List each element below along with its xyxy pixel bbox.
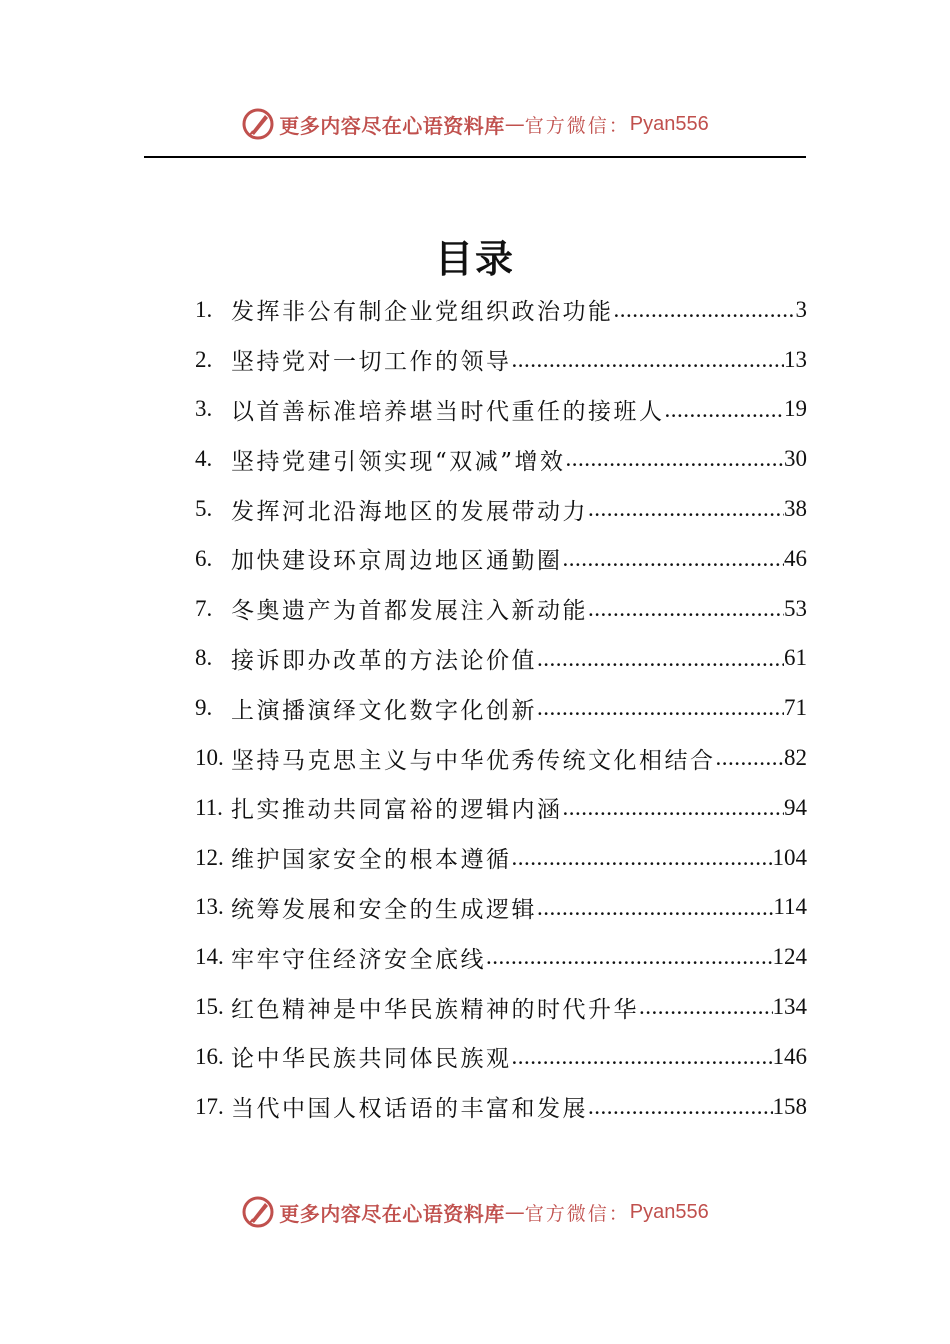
toc-entry-title: 以首善标准培养堪当时代重任的接班人 [231, 398, 665, 425]
toc-entry-number: 11. [195, 794, 223, 820]
toc-leader-dots [665, 395, 785, 425]
toc-entry[interactable] [195, 982, 807, 1032]
toc-entry-number: 9. [195, 695, 213, 721]
toc-entry-title: 红色精神是中华民族精神的时代升华 [231, 996, 639, 1023]
toc-entry-page: 94 [784, 794, 807, 820]
banner-separator: — [504, 1200, 525, 1224]
toc-leader-dots [512, 345, 785, 375]
toc-entry-title: 加快建设环京周边地区通勤圈 [231, 548, 563, 575]
toc-leader-dots [512, 1042, 773, 1072]
footer-banner [0, 1192, 950, 1232]
toc-entry-title: 论中华民族共同体民族观 [231, 1046, 512, 1073]
banner-main-text: 更多内容尽在心语资料库 [279, 1201, 505, 1226]
toc-entry-page: 30 [784, 446, 807, 472]
toc-entry-title: 当代中国人权话语的丰富和发展 [231, 1096, 588, 1123]
toc-entry-number: 16. [195, 1043, 224, 1069]
toc-entry-page: 71 [784, 695, 807, 721]
toc-leader-dots [588, 494, 784, 524]
toc-entry-number: 4. [195, 446, 213, 472]
banner-wechat-id: Pyan556 [629, 1200, 709, 1223]
toc-entry[interactable] [195, 285, 807, 335]
toc-entry[interactable] [195, 733, 807, 783]
toc-leader-dots [537, 893, 773, 923]
toc-entry[interactable] [195, 335, 807, 385]
quill-pen-logo-icon [241, 107, 275, 141]
toc-entry-number: 3. [195, 396, 213, 422]
toc-entry-page: 82 [784, 745, 807, 771]
banner-separator: — [504, 112, 525, 136]
toc-entry-number: 10. [195, 745, 224, 771]
toc-entry-page: 124 [772, 944, 807, 970]
toc-entry-title: 接诉即办改革的方法论价值 [231, 647, 537, 674]
toc-entry[interactable] [195, 534, 807, 584]
quill-pen-logo-icon [241, 1195, 275, 1229]
toc-entry[interactable] [195, 932, 807, 982]
toc-entry-page: 13 [784, 346, 807, 372]
toc-entry-page: 19 [784, 396, 807, 422]
toc-entry-title: 维护国家安全的根本遵循 [231, 847, 512, 874]
toc-entry-title: 坚持党建引领实现“双减”增效 [231, 448, 566, 475]
toc-entry-number: 2. [195, 346, 213, 372]
header-rule [144, 156, 806, 158]
toc-entry-title: 坚持马克思主义与中华优秀传统文化相结合 [231, 747, 716, 774]
banner-label: 官方微信： [524, 1202, 630, 1225]
toc-entry-page: 114 [773, 894, 807, 920]
toc-entry-title: 牢牢守住经济安全底线 [231, 946, 486, 973]
toc-entry-page: 53 [784, 595, 807, 621]
toc-leader-dots [588, 594, 784, 624]
toc-entry[interactable] [195, 1032, 807, 1082]
toc-entry-number: 17. [195, 1093, 224, 1119]
toc-entry[interactable] [195, 883, 807, 933]
toc-leader-dots [537, 693, 784, 723]
toc-entry[interactable] [195, 783, 807, 833]
toc-entry-number: 12. [195, 844, 224, 870]
toc-entry-number: 8. [195, 645, 213, 671]
toc-leader-dots [563, 793, 785, 823]
header-banner [0, 104, 950, 144]
toc-entry-page: 104 [772, 844, 807, 870]
toc-entry-number: 7. [195, 595, 213, 621]
toc-entry-title: 冬奥遗产为首都发展注入新动能 [231, 598, 588, 625]
toc-leader-dots [566, 444, 784, 474]
toc-entry[interactable] [195, 833, 807, 883]
toc-entry-number: 13. [195, 894, 224, 920]
toc-entry-page: 158 [772, 1093, 807, 1119]
toc-entry-title: 扎实推动共同富裕的逻辑内涵 [231, 797, 563, 824]
toc-entry-page: 38 [784, 496, 807, 522]
toc-entry-page: 61 [784, 645, 807, 671]
banner-label: 官方微信： [524, 114, 630, 137]
toc-entry-page: 3 [795, 296, 807, 322]
toc-leader-dots [588, 1092, 773, 1122]
toc-list [195, 285, 807, 1132]
toc-entry-page: 46 [784, 545, 807, 571]
toc-entry-page: 146 [772, 1043, 807, 1069]
toc-entry-title: 发挥河北沿海地区的发展带动力 [231, 498, 588, 525]
banner-wechat-id: Pyan556 [629, 112, 709, 135]
toc-entry[interactable] [195, 683, 807, 733]
toc-entry-page: 134 [772, 994, 807, 1020]
toc-entry[interactable] [195, 584, 807, 634]
toc-entry[interactable] [195, 434, 807, 484]
toc-leader-dots [563, 544, 785, 574]
toc-title: 目录 [434, 236, 515, 281]
toc-entry-number: 6. [195, 545, 213, 571]
toc-leader-dots [716, 743, 785, 773]
toc-entry[interactable] [195, 484, 807, 534]
toc-leader-dots [486, 942, 773, 972]
toc-entry-title: 统筹发展和安全的生成逻辑 [231, 896, 537, 923]
toc-entry-title: 上演播演绎文化数字化创新 [231, 697, 537, 724]
toc-entry[interactable] [195, 385, 807, 435]
toc-leader-dots [512, 843, 773, 873]
toc-leader-dots [537, 644, 784, 674]
toc-entry-title: 发挥非公有制企业党组织政治功能 [231, 299, 614, 326]
toc-entry-number: 14. [195, 944, 224, 970]
toc-leader-dots [639, 992, 773, 1022]
toc-entry-title: 坚持党对一切工作的领导 [231, 349, 512, 376]
banner-main-text: 更多内容尽在心语资料库 [279, 113, 505, 138]
toc-entry-number: 15. [195, 994, 224, 1020]
toc-entry-number: 1. [195, 296, 213, 322]
toc-entry-number: 5. [195, 496, 213, 522]
toc-entry[interactable] [195, 634, 807, 684]
toc-leader-dots [614, 295, 796, 325]
toc-entry[interactable] [195, 1082, 807, 1132]
